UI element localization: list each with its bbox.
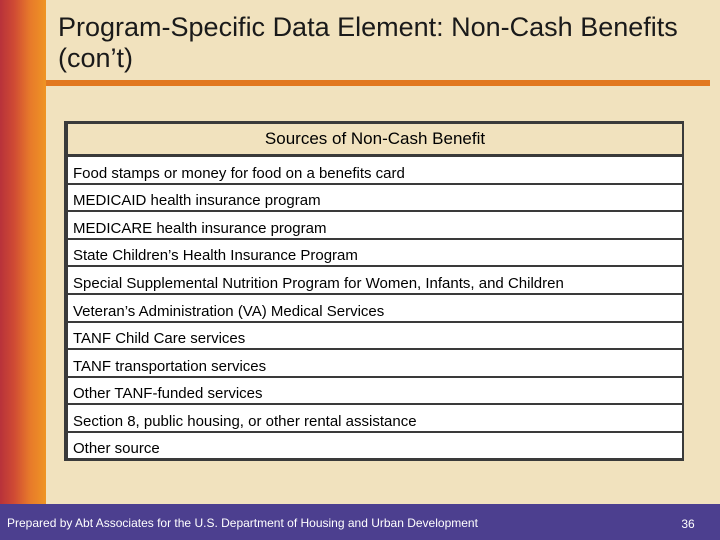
page-number: 36 xyxy=(681,517,695,531)
title-underline xyxy=(46,80,710,86)
benefits-table-frame xyxy=(64,121,684,461)
footer-bar xyxy=(0,504,720,540)
table-cell: State Children’s Health Insurance Program xyxy=(68,239,682,267)
table-cell: TANF transportation services xyxy=(68,349,682,377)
slide-title: Program-Specific Data Element: Non-Cash Benefits (con’t) xyxy=(58,12,678,73)
table-header: Sources of Non-Cash Benefit xyxy=(68,124,682,156)
table-row xyxy=(68,294,682,322)
table-row xyxy=(68,184,682,212)
table-row xyxy=(68,349,682,377)
table-row xyxy=(68,377,682,405)
table-cell: Food stamps or money for food on a benefits card xyxy=(68,156,682,184)
table-row xyxy=(68,404,682,432)
table-row xyxy=(68,211,682,239)
left-accent-stripe xyxy=(0,0,46,540)
table-cell: Section 8, public housing, or other rental assistance xyxy=(68,404,682,432)
table-cell: Other source xyxy=(68,432,682,458)
table-row xyxy=(68,432,682,458)
table-row xyxy=(68,266,682,294)
table-cell: Other TANF-funded services xyxy=(68,377,682,405)
table-cell: Veteran’s Administration (VA) Medical Services xyxy=(68,294,682,322)
table-row xyxy=(68,156,682,184)
table-cell: MEDICAID health insurance program xyxy=(68,184,682,212)
table-cell: MEDICARE health insurance program xyxy=(68,211,682,239)
benefits-table xyxy=(68,124,682,458)
table-row xyxy=(68,322,682,350)
table-cell: Special Supplemental Nutrition Program for Women, Infants, and Children xyxy=(68,266,682,294)
table-cell: TANF Child Care services xyxy=(68,322,682,350)
table-row xyxy=(68,239,682,267)
footer-credit: Prepared by Abt Associates for the U.S. Department of Housing and Urban Development xyxy=(7,516,478,530)
